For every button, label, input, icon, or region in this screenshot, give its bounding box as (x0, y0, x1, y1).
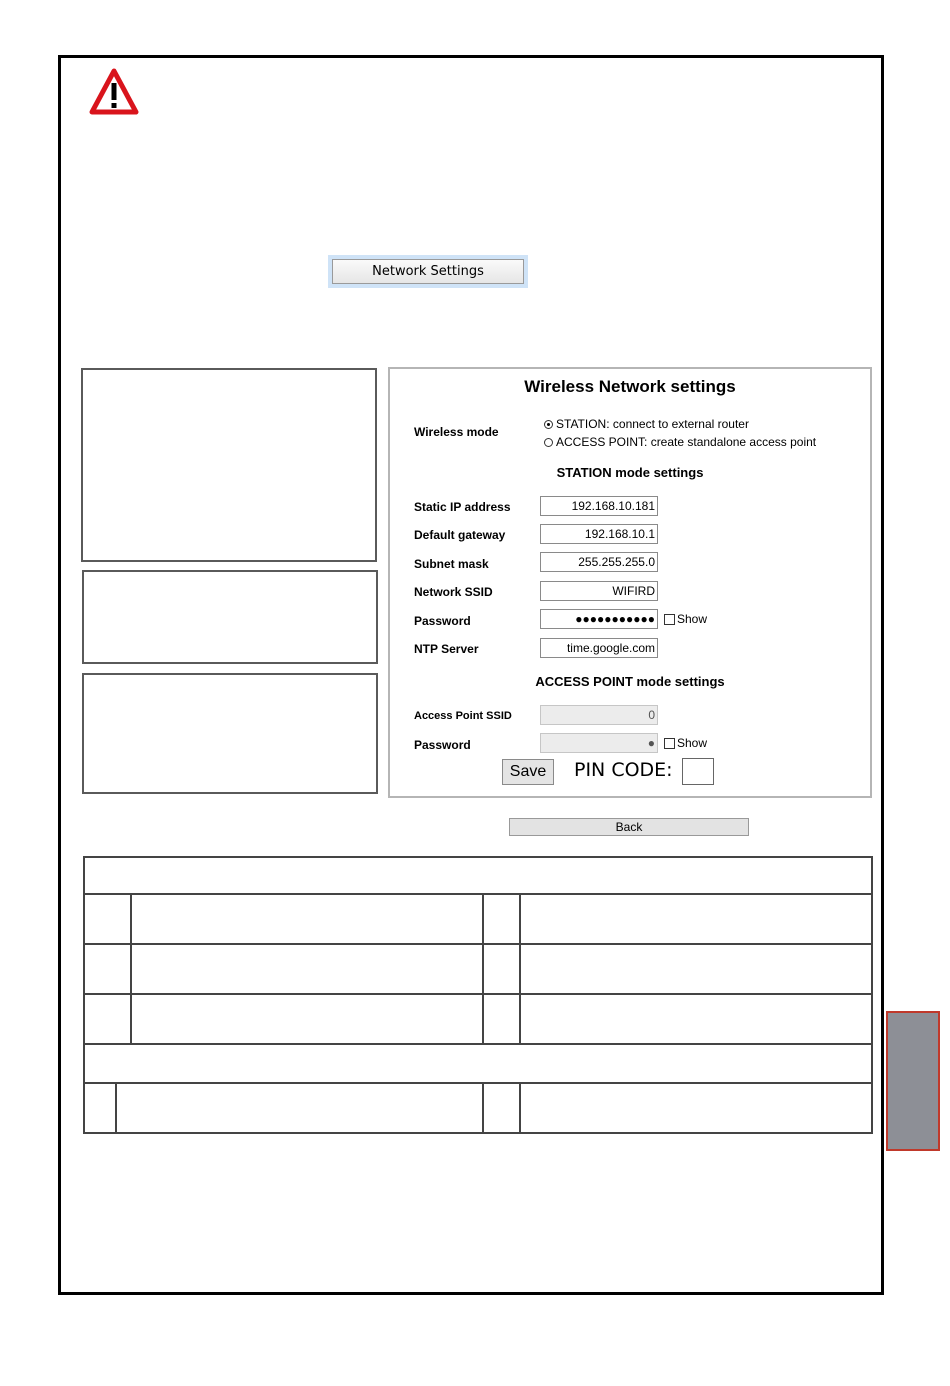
table-line (83, 943, 873, 945)
save-button[interactable]: Save (502, 759, 554, 785)
network-settings-button[interactable]: Network Settings (332, 259, 524, 284)
table-line (519, 893, 521, 1045)
table-line (83, 1043, 873, 1045)
table-line (83, 856, 873, 858)
pin-code-label: PIN CODE: (574, 759, 673, 781)
static-ip-input[interactable]: 192.168.10.181 (540, 496, 658, 516)
panel-title: Wireless Network settings (524, 377, 736, 396)
ap-ssid-label: Access Point SSID (414, 710, 512, 722)
network-settings-button-highlight (328, 255, 528, 288)
table-line (83, 1082, 873, 1084)
show-password-checkbox[interactable] (664, 614, 675, 625)
table-line (482, 893, 484, 1045)
show-password-label: Show (677, 612, 708, 626)
subnet-input[interactable]: 255.255.255.0 (540, 552, 658, 572)
ap-ssid-input[interactable]: 0 (540, 705, 658, 725)
ssid-input[interactable]: WIFIRD (540, 581, 658, 601)
table-line (130, 893, 132, 1045)
subnet-label: Subnet mask (414, 557, 489, 571)
blank-box-2 (82, 570, 378, 664)
ntp-input[interactable]: time.google.com (540, 638, 658, 658)
station-radio-button[interactable] (544, 420, 553, 429)
station-radio-option[interactable] (544, 417, 749, 431)
table-line (482, 1082, 484, 1134)
pin-code-input[interactable] (682, 758, 714, 785)
blank-table (83, 856, 873, 1134)
show-password-toggle[interactable] (664, 612, 707, 626)
password-input[interactable]: ●●●●●●●●●●● (540, 609, 658, 629)
access-point-radio-option[interactable] (544, 435, 816, 449)
table-line (519, 1082, 521, 1134)
warning-triangle-icon (89, 68, 139, 116)
ssid-label: Network SSID (414, 585, 493, 599)
gateway-input[interactable]: 192.168.10.1 (540, 524, 658, 544)
station-radio-label: STATION: connect to external router (556, 417, 749, 431)
gateway-label: Default gateway (414, 528, 506, 542)
table-line (115, 1082, 117, 1134)
side-section-tab (886, 1011, 940, 1151)
show-ap-password-label: Show (677, 736, 708, 750)
table-line (83, 993, 873, 995)
show-ap-password-toggle[interactable] (664, 736, 707, 750)
blank-box-3 (82, 673, 378, 794)
blank-box-1 (81, 368, 377, 562)
back-button[interactable]: Back (509, 818, 749, 836)
station-section-title: STATION mode settings (556, 465, 704, 480)
ap-password-input[interactable]: ● (540, 733, 658, 753)
table-line (83, 856, 85, 1134)
ntp-label: NTP Server (414, 642, 479, 656)
show-ap-password-checkbox[interactable] (664, 738, 675, 749)
wireless-settings-panel (388, 367, 872, 798)
table-line (871, 856, 873, 1134)
access-point-radio-label: ACCESS POINT: create standalone access point (556, 435, 817, 449)
password-label: Password (414, 614, 471, 628)
access-point-radio-button[interactable] (544, 438, 553, 447)
wireless-mode-label: Wireless mode (414, 425, 499, 439)
access-point-section-title: ACCESS POINT mode settings (535, 674, 725, 689)
table-line (83, 893, 873, 895)
static-ip-label: Static IP address (414, 500, 511, 514)
table-line (83, 1132, 873, 1134)
ap-password-label: Password (414, 738, 471, 752)
